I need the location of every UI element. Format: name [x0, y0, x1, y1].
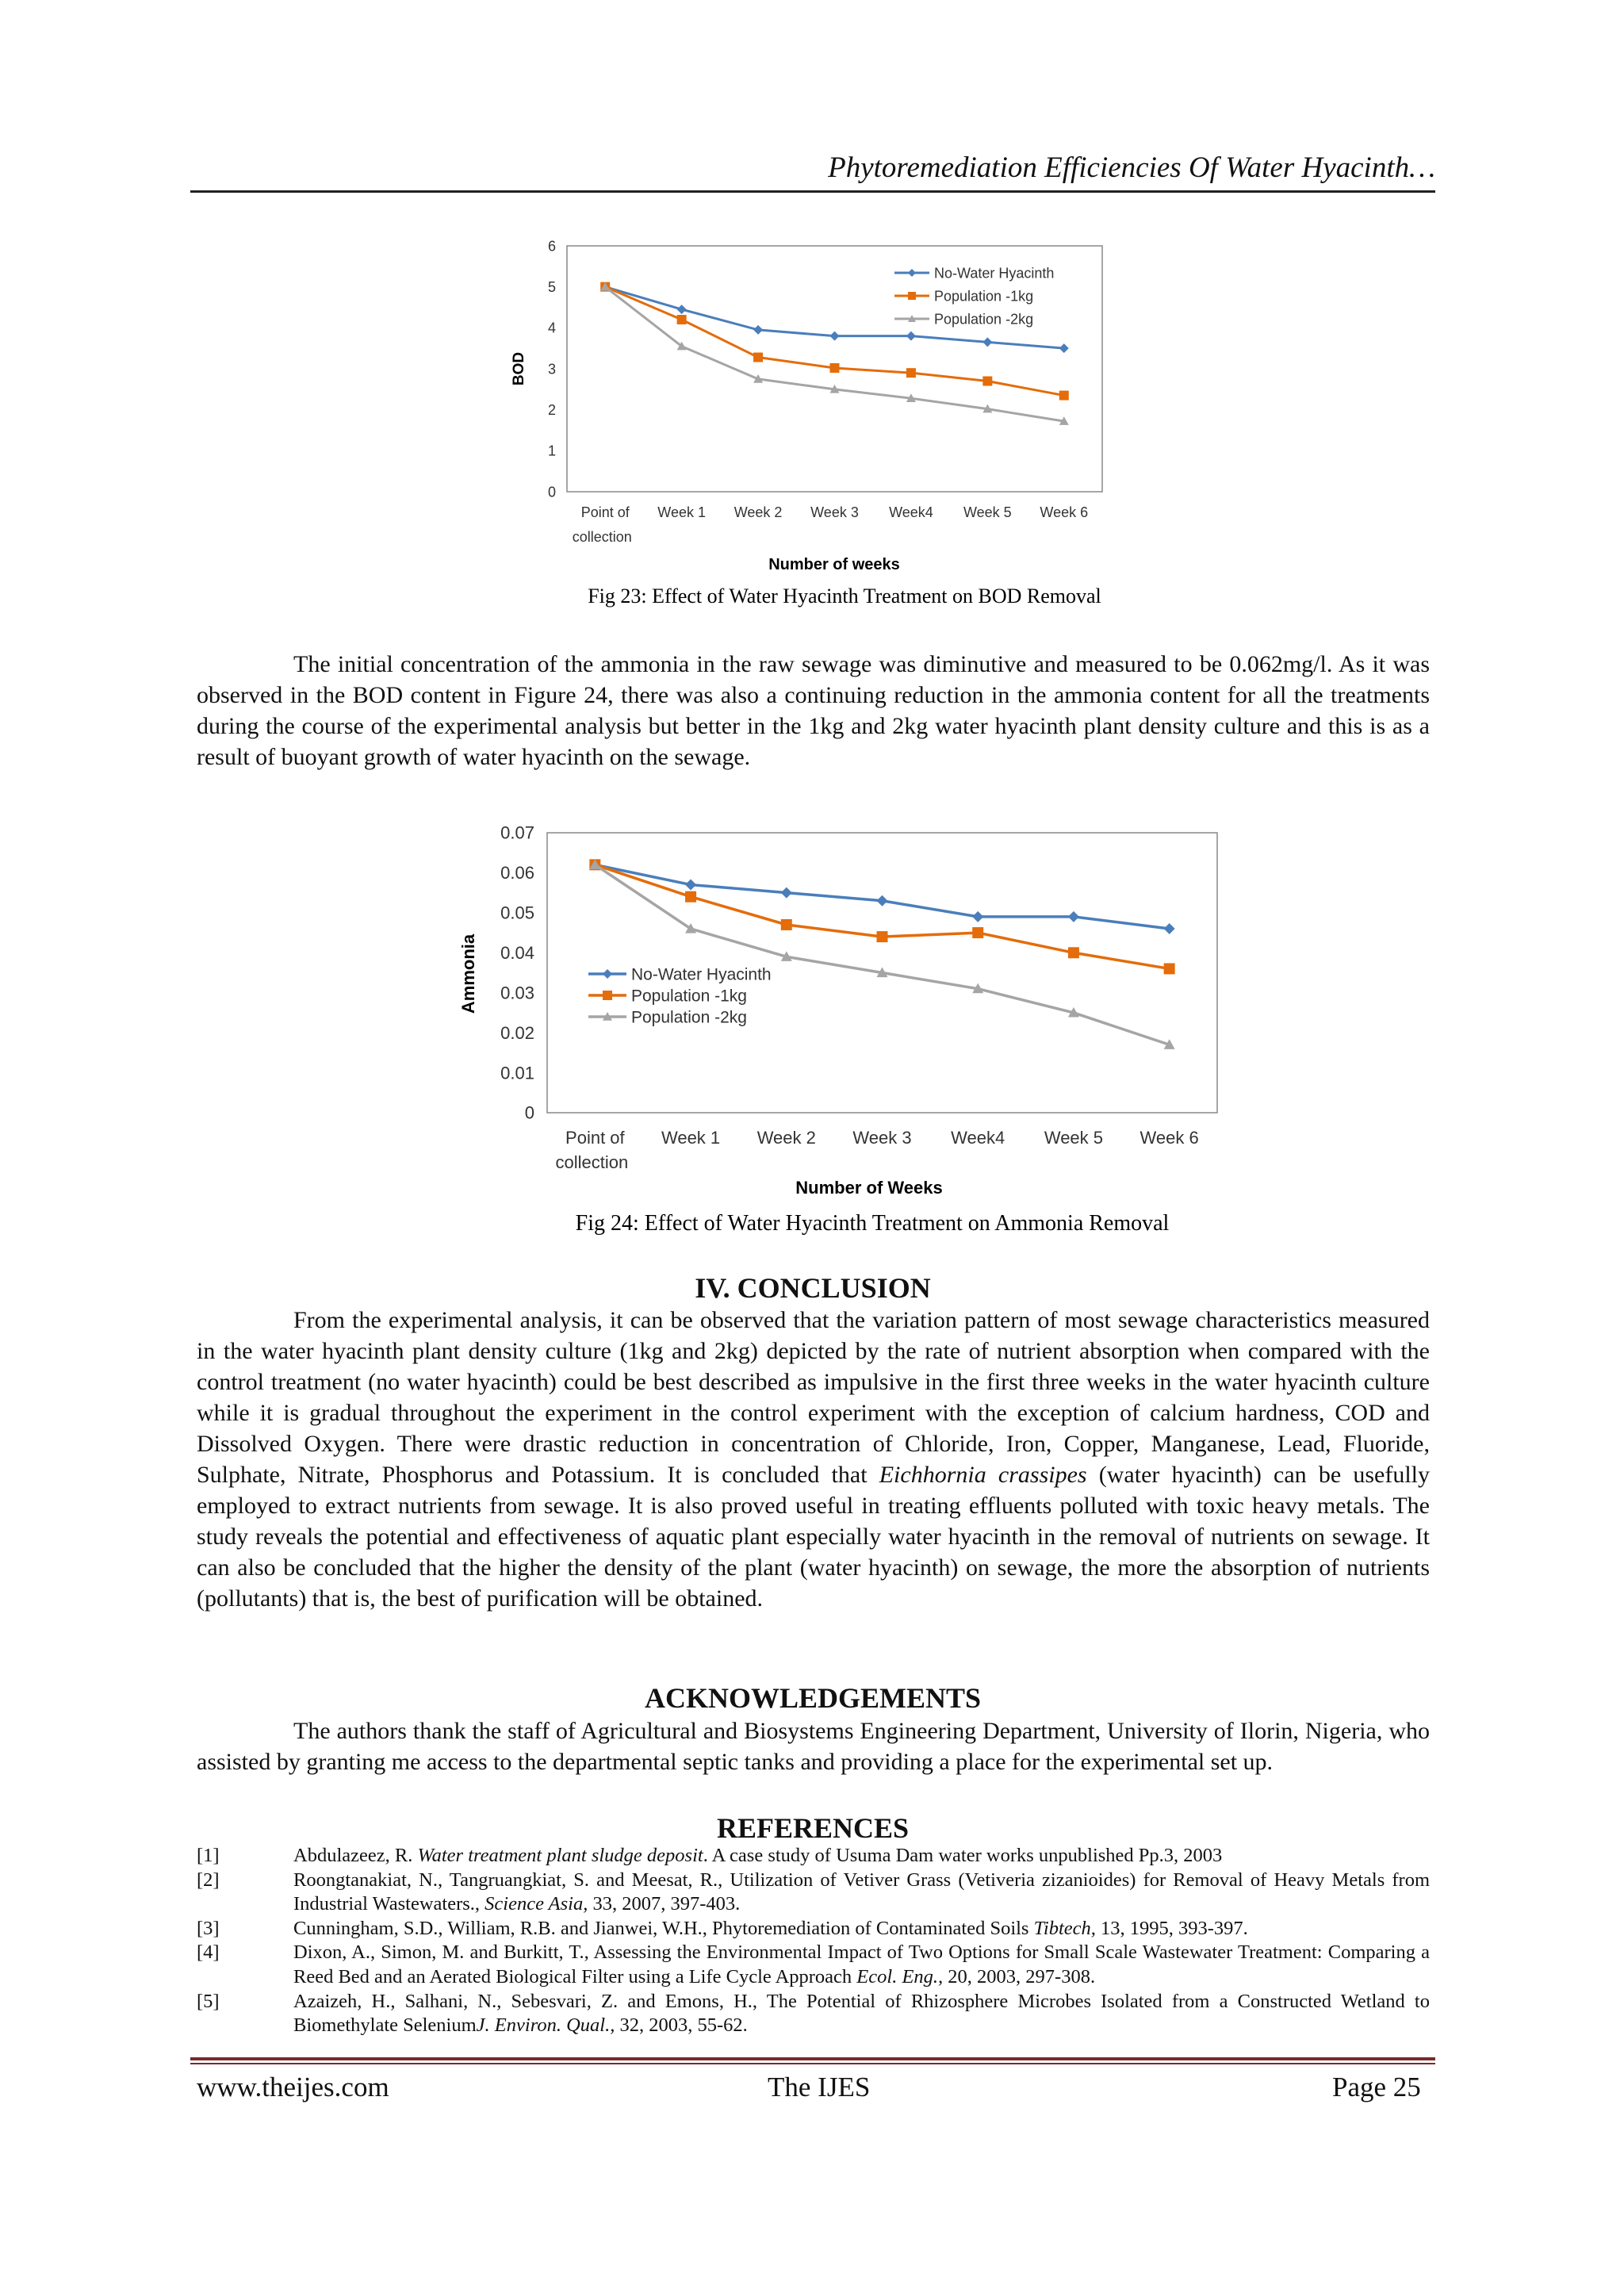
reference-text: Dixon, A., Simon, M. and Burkitt, T., Assessing the Environmental Impact of Two Options for Small Scale Wastewater Treatment: Comparing a Reed Bed and an Aerated Biological Filter using a Life Cycle Approach [293, 1941, 1430, 1987]
y-axis-label: Ammonia [458, 933, 478, 1014]
x-tick-label: Week 2 [733, 504, 783, 520]
x-axis-label: Number of Weeks [795, 1178, 943, 1198]
y-tick-label: 4 [547, 320, 556, 336]
y-tick-label: 1 [547, 443, 556, 459]
legend-label: Population -1kg [631, 987, 747, 1006]
reference-text-end: 13, 1995, 393-397. [1095, 1917, 1248, 1939]
y-tick-label: 0.02 [500, 1022, 534, 1043]
reference-item [197, 1844, 1430, 1869]
figure-caption: Fig 23: Effect of Water Hyacinth Treatment on BOD Removal [588, 585, 1101, 608]
data-point [685, 891, 696, 903]
y-tick-label: 5 [547, 278, 556, 295]
species-name: Eichhornia crassipes [879, 1462, 1087, 1488]
reference-text: Cunningham, S.D., William, R.B. and Jianwei, W.H., Phytoremediation of Contaminated Soils [293, 1917, 1034, 1939]
data-point [677, 315, 687, 324]
reference-text: Abdulazeez, R. [293, 1845, 418, 1866]
ammonia-chart [452, 817, 1277, 1245]
y-tick-label: 0 [547, 484, 556, 500]
x-axis-label: Number of weeks [768, 556, 900, 573]
legend-label: Population -1kg [934, 288, 1034, 305]
acknowledgements-heading: ACKNOWLEDGEMENTS [644, 1682, 982, 1714]
y-tick-label: 0.05 [500, 903, 534, 923]
acknowledgements-text: The authors thank the staff of Agricultural and Biosystems Engineering Department, University of Ilorin, Nigeria, who assisted by granting me access to the departmental septic tanks and providing a place for the experimental set up. [197, 1718, 1430, 1775]
x-tick-label: Week 3 [810, 504, 859, 520]
conclusion-text-b: (water hyacinth) can be usefully employed to extract nutrients from sewage. It is also proved useful in treating effluents polluted with toxic heavy metals. The study reveals the potential and effectiveness of aquatic plant especially water hyacinth in the removal of nutrients on sewage. It can also be concluded that the higher the density of the plant (water hyacinth) on sewage, the more the absorption of nutrients (pollutants) that is, the best of purification will be obtained. [197, 1462, 1430, 1612]
y-tick-label: 0.03 [500, 983, 534, 1003]
data-point [781, 919, 792, 930]
reference-item [197, 1990, 1430, 2038]
x-tick-label: Point of collection [555, 1128, 629, 1172]
header-rule [190, 190, 1435, 193]
legend-label: No-Water Hyacinth [631, 965, 772, 984]
reference-italic: Water treatment plant sludge deposit [417, 1845, 703, 1866]
reference-italic: J. Environ. Qual., [476, 2014, 615, 2037]
running-header: Phytoremediation Efficiencies Of Water Hyacinth… [828, 151, 1435, 184]
x-tick-label: Week4 [951, 1128, 1005, 1148]
reference-number: [4] [197, 1941, 220, 1964]
reference-number: [2] [197, 1869, 220, 1891]
reference-item [197, 1917, 1430, 1941]
reference-number: [3] [197, 1917, 220, 1939]
reference-list [197, 1844, 1430, 2038]
reference-italic: Ecol. Eng., [856, 1965, 944, 1987]
x-tick-label: Week 5 [1044, 1128, 1104, 1148]
data-point [906, 368, 916, 378]
ammonia-paragraph [197, 649, 1430, 772]
data-point [1059, 391, 1069, 401]
reference-number: [5] [197, 1990, 220, 2012]
y-tick-label: 0.01 [500, 1063, 534, 1083]
y-tick-label: 6 [547, 238, 556, 255]
y-tick-label: 0.07 [500, 822, 534, 843]
journal-name: The IJES [768, 2072, 871, 2102]
reference-item [197, 1869, 1430, 1917]
x-tick-label: Week 2 [756, 1128, 816, 1148]
y-tick-label: 2 [547, 401, 556, 418]
reference-item [197, 1941, 1430, 1989]
y-tick-label: 3 [547, 361, 556, 378]
x-tick-label: Week 6 [1040, 504, 1089, 520]
y-axis-label: BOD [511, 351, 527, 386]
conclusion-heading: IV. CONCLUSION [695, 1272, 931, 1304]
legend-marker [603, 991, 612, 1000]
journal-website-link[interactable]: www.theijes.com [197, 2072, 389, 2102]
legend-label: No-Water Hyacinth [934, 265, 1055, 282]
reference-number: [1] [197, 1845, 220, 1866]
data-point [972, 927, 983, 938]
legend-label: Population -2kg [934, 311, 1034, 328]
footer-rule-thin [190, 2063, 1435, 2064]
data-point [1068, 947, 1079, 958]
conclusion-text-a: From the experimental analysis, it can be observed that the variation pattern of most sewage characteristics measured in the water hyacinth plant density culture (1kg and 2kg) depicted by the rate of nutrient absorption when compared with the control treatment (no water hyacinth) could be best described as impulsive in the first three weeks in the water hyacinth culture while it is gradual throughout the experiment in the control experiment with the exception of calcium hardness, COD and Dissolved Oxygen. There were drastic reduction in concentration of Chloride, Iron, Copper, Manganese, Lead, Fluoride, Sulphate, Nitrate, Phosphorus and Potassium. It is concluded that [197, 1307, 1430, 1488]
page-number: Page 25 [1332, 2072, 1421, 2102]
reference-text-end: 20, 2003, 297-308. [943, 1965, 1096, 1987]
reference-text: Roongtanakiat, N., Tangruangkiat, S. and Meesat, R., Utilization of Vetiver Grass (Vetiveria zizanioides) for Removal of Heavy Metals from Industrial Wastewaters., [293, 1869, 1430, 1915]
acknowledgements-paragraph [197, 1715, 1430, 1777]
data-point [877, 931, 888, 942]
reference-text: Azaizeh, H., Salhani, N., Sebesvari, Z. and Emons, H., The Potential of Rhizosphere Microbes Isolated from a Constructed Wetland to Biomethylate Selenium [293, 1990, 1430, 2037]
y-tick-label: 0.04 [500, 942, 534, 963]
data-point [982, 377, 992, 386]
x-tick-label: Point of collection [572, 504, 632, 545]
x-tick-label: Week 5 [963, 504, 1012, 520]
x-tick-label: Week 3 [852, 1128, 912, 1148]
y-tick-label: 0.06 [500, 863, 534, 884]
x-tick-label: Week 1 [661, 1128, 721, 1148]
y-tick-label: 0 [524, 1102, 534, 1123]
reference-italic: Tibtech, [1033, 1917, 1096, 1939]
reference-italic: Science Asia, [485, 1893, 588, 1915]
data-point [1164, 963, 1175, 974]
legend-label: Population -2kg [631, 1008, 747, 1027]
data-point [830, 363, 840, 373]
bod-chart [508, 230, 1142, 627]
ammonia-paragraph-text: The initial concentration of the ammonia in the raw sewage was diminutive and measured to be 0.062mg/l. As it was observed in the BOD content in Figure 24, there was also a continuing reduction in the ammonia content for all the treatments during the course of the experimental analysis but better in the 1kg and 2kg water hyacinth plant density culture and this is as a result of buoyant growth of water hyacinth on the sewage. [197, 651, 1430, 770]
figure-caption: Fig 24: Effect of Water Hyacinth Treatment on Ammonia Removal [575, 1211, 1170, 1236]
x-tick-label: Week4 [889, 504, 933, 520]
references-heading: REFERENCES [716, 1812, 910, 1844]
footer-rule [190, 2057, 1435, 2060]
reference-text-end: 32, 2003, 55-62. [615, 2014, 748, 2037]
reference-text-end: 33, 2007, 397-403. [588, 1893, 741, 1915]
reference-text-end: . A case study of Usuma Dam water works unpublished Pp.3, 2003 [703, 1845, 1223, 1866]
legend-marker [908, 292, 916, 300]
x-tick-label: Week 1 [657, 504, 706, 520]
conclusion-paragraph [197, 1305, 1430, 1614]
data-point [753, 353, 763, 362]
x-tick-label: Week 6 [1139, 1128, 1199, 1148]
